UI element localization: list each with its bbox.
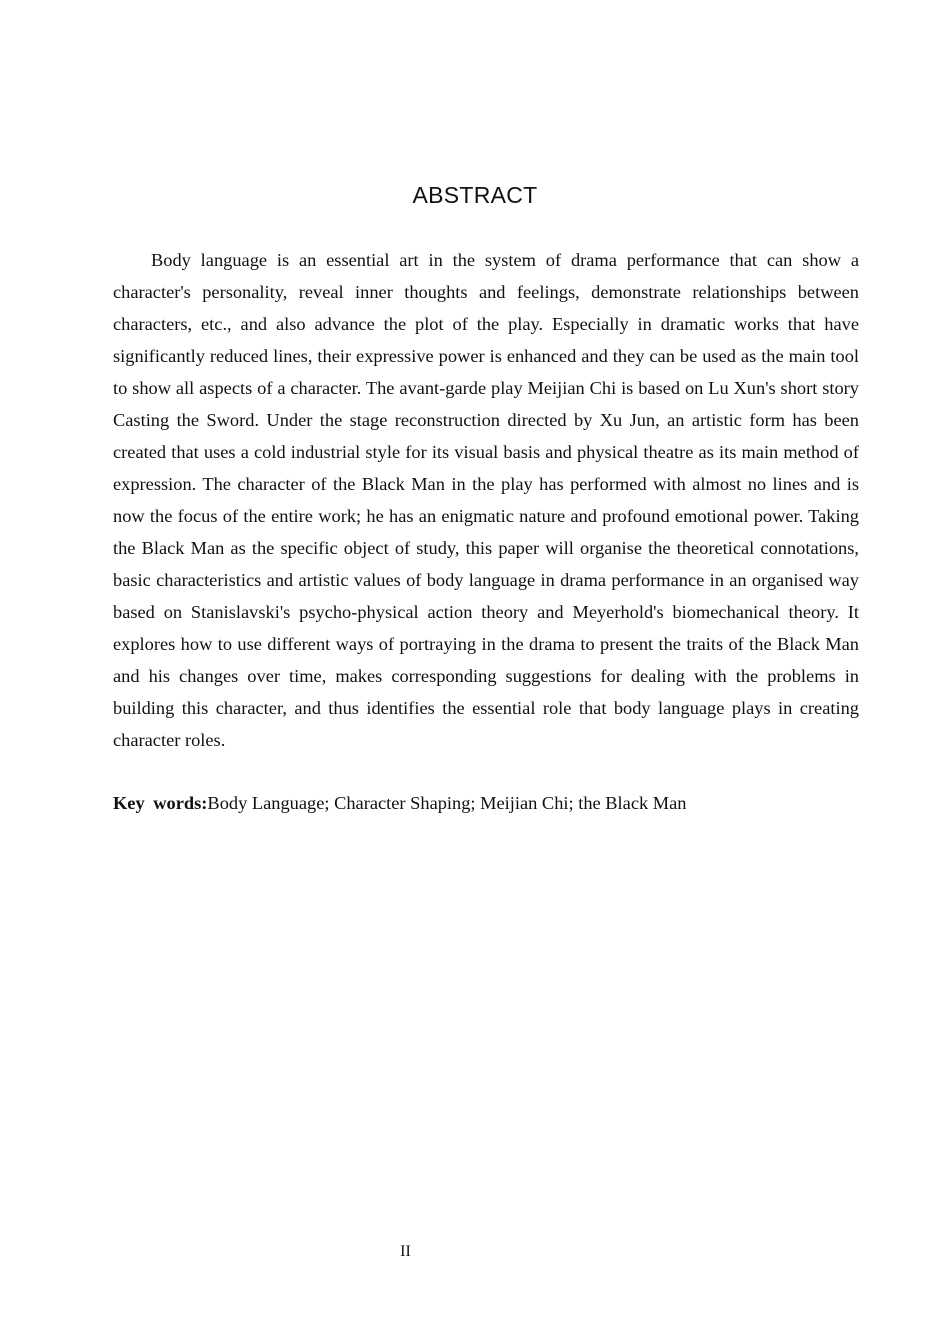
- abstract-body: Body language is an essential art in the system of drama performance that can show a character's personality, reveal inner thoughts and feelings, demonstrate relationships between characters, etc., and also advance the plot of the play. Especially in dramatic works that have significantly reduced lines, their expressive power is enhanced and they can be used as the main tool to show all aspects of a character. The avant-garde play Meijian Chi is based on Lu Xun's short story Casting the Sword. Under the stage reconstruction directed by Xu Jun, an artistic form has been created that uses a cold industrial style for its visual basis and physical theatre as its main method of expression. The character of the Black Man in the play has performed with almost no lines and is now the focus of the entire work; he has an enigmatic nature and profound emotional power. Taking the Black Man as the specific object of study, this paper will organise the theoretical connotations, basic characteristics and artistic values of body language in drama performance in an organised way based on Stanislavski's psycho-physical action theory and Meyerhold's biomechanical theory. It explores how to use different ways of portraying in the drama to present the traits of the Black Man and his changes over time, makes corresponding suggestions for dealing with the problems in building this character, and thus identifies the essential role that body language plays in creating character roles.: [113, 250, 859, 750]
- keywords-label: Key words:: [113, 793, 208, 813]
- keywords-text: Body Language; Character Shaping; Meijian Chi; the Black Man: [207, 793, 687, 813]
- keywords-line: [113, 787, 859, 819]
- page-number: II: [400, 1243, 411, 1260]
- abstract-title: ABSTRACT: [412, 182, 538, 208]
